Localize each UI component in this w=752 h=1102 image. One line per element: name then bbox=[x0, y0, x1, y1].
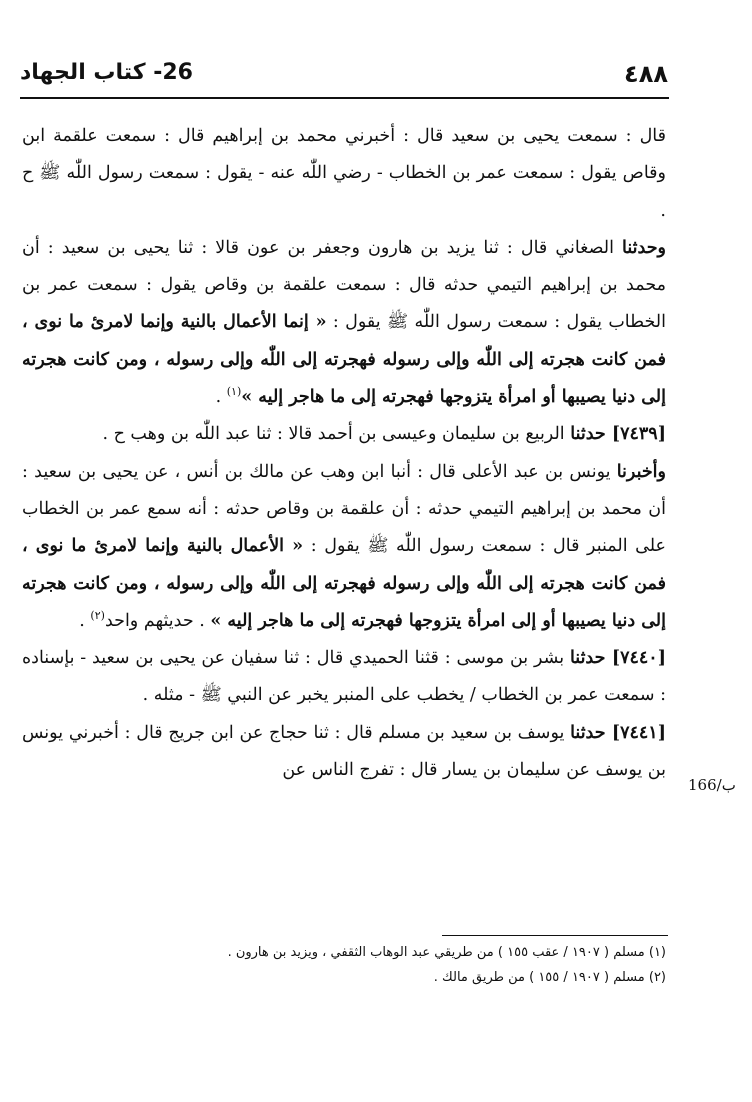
hadith-number: [٧٤٤١] bbox=[611, 722, 666, 743]
isnad-text: بشر بن موسى : قثنا الحميدي قال : ثنا سفيان عن يحيى بن سعيد - بإسناده : سمعت عمر بن الخطاب / يخطب على المنبر يخبر عن النبي ﷺ - مثله . bbox=[22, 648, 666, 706]
matn-text: « الأعمال بالنية وإنما لامرئ ما نوى ، فمن كانت هجرته إلى اللّٰه وإلى رسوله فهجرته إلى اللّٰه وإلى رسوله ، ومن كانت هجرته إلى دنيا يصيبها أو إلى امرأة يتزوجها فهجرته إلى ما هاجر إليه » bbox=[22, 536, 666, 631]
isnad-text: الربيع بن سليمان وعيسى بن أحمد قالا : ثنا عبد اللّٰه بن وهب ح . bbox=[102, 424, 571, 445]
footnotes bbox=[22, 940, 666, 990]
isnad-text: يوسف بن سعيد بن مسلم قال : ثنا حجاج عن ابن جريج قال : أخبرني يونس بن يوسف عن سليمان بن يسار قال : تفرج الناس عن bbox=[22, 722, 666, 781]
paragraph-4-note: . حديثهم واحد bbox=[104, 610, 211, 631]
hadith-number: [٧٤٤٠] bbox=[611, 648, 666, 669]
narration-lead: وأخبرنا bbox=[616, 461, 666, 482]
matn-text: « إنما الأعمال بالنية وإنما لامرئ ما نوى ، فمن كانت هجرته إلى اللّٰه وإلى رسوله فهجرته إلى اللّٰه وإلى رسوله ، ومن كانت هجرته إلى دنيا يصيبها أو امرأة يتزوجها فهجرته إلى ما هاجر إليه » bbox=[22, 312, 666, 408]
page-number: ٤٨٨ bbox=[624, 60, 668, 88]
header-divider bbox=[20, 97, 669, 99]
main-text bbox=[22, 118, 666, 789]
footnote-2: (٢) مسلم ( ١٩٠٧ / ١٥٥ ) من طريق مالك . bbox=[433, 970, 666, 985]
paragraph-1 bbox=[22, 118, 666, 230]
hadith-number: [٧٤٣٩] bbox=[611, 424, 666, 445]
paragraph-2 bbox=[22, 230, 666, 416]
narration-lead: حدثنا bbox=[570, 722, 612, 743]
paragraph-5 bbox=[22, 640, 666, 715]
footnote-1: (١) مسلم ( ١٩٠٧ / عقب ١٥٥ ) من طريقي عبد الوهاب الثقفي ، ويزيد بن هارون . bbox=[227, 945, 666, 960]
manuscript-folio-marker: 166/ب bbox=[688, 776, 736, 794]
paragraph-4 bbox=[22, 454, 666, 640]
paragraph-3 bbox=[22, 416, 666, 453]
footnote-divider bbox=[442, 935, 668, 936]
narration-lead: حدثنا bbox=[569, 648, 612, 669]
isnad-text: الصغاني قال : ثنا يزيد بن هارون وجعفر بن عون قالا : ثنا يحيى بن سعيد : أن محمد بن إبراهيم التيمي حدثه قال : سمعت علقمة بن وقاص يقول : سمعت عمر بن الخطاب يقول : سمعت رسول اللّٰه ﷺ يقول : bbox=[22, 237, 666, 333]
isnad-text: يونس بن عبد الأعلى قال : أنبا ابن وهب عن مالك بن أنس ، عن يحيى بن سعيد : أن محمد بن إبراهيم التيمي حدثه : أن علقمة بن وقاص حدثه : أنه سمع عمر بن الخطاب على المنبر قال : سمعت رسول اللّٰه ﷺ يقول : bbox=[22, 461, 666, 557]
footnote-ref-1[interactable]: (١) bbox=[226, 385, 242, 399]
chapter-title: 26- كتاب الجهاد bbox=[20, 60, 193, 85]
page-header bbox=[20, 60, 668, 92]
footnote-ref-2[interactable]: (٢) bbox=[90, 609, 105, 623]
paragraph-6 bbox=[22, 715, 666, 790]
paragraph-1-text: قال : سمعت يحيى بن سعيد قال : أخبرني محمد بن إبراهيم قال : سمعت علقمة ابن وقاص يقول : سمعت عمر بن الخطاب - رضي اللّٰه عنه - يقول : سمعت رسول اللّٰه ﷺ ح . bbox=[22, 126, 666, 221]
narration-lead: حدثنا bbox=[570, 424, 612, 445]
narration-lead: وحدثنا bbox=[622, 237, 666, 258]
paragraph-end: . bbox=[79, 610, 91, 631]
paragraph-end: . bbox=[215, 387, 227, 408]
